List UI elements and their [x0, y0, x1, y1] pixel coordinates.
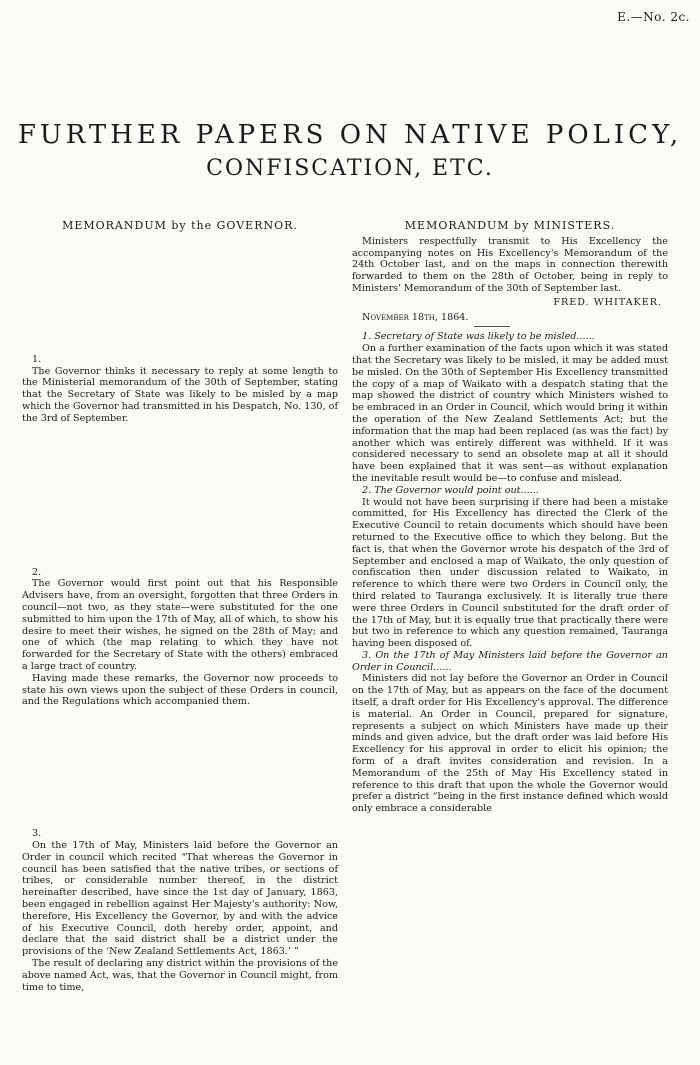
paragraph: It would not have been surprising if there had been a mistake committed, for His Excellency has directed the Clerk of the Executive Council to retain documents which should have been returned to the Executive office to which they belong. But the fact is, that when the Governor wrote his despatch of the 3rd of September and enclosed a map of Waikato, the only question of confiscation then under discussion related to Waikato, in reference to which there were two Orders in Council only, the third related to Tauranga exclusively. It is literally true there were three Orders in Council substituted for the draft order of the 17th of May, but it is equally true that practically there were but two in reference to which any question remained, Tauranga having been disposed of.	[352, 496, 668, 650]
section-heading: 3. On the 17th of May Ministers laid before the Governor an Order in Council......	[352, 649, 668, 673]
document-reference: E.—No. 2c.	[617, 10, 690, 24]
date-line: November 18th, 1864.	[362, 311, 469, 323]
page-title: FURTHER PAPERS ON NATIVE POLICY,	[17, 120, 683, 150]
ministers-memorandum-column	[352, 220, 668, 815]
paragraph: The result of declaring any district within the provisions of the above named Act, was, that the Governor in Council might, from time to time,	[22, 957, 338, 993]
page-subtitle: CONFISCATION, ETC.	[206, 156, 494, 181]
ministers-memorandum-heading: MEMORANDUM by MINISTERS.	[404, 219, 616, 232]
paragraph: The Governor thinks it necessary to reply at some length to the Ministerial memorandum of the 30th of September, stating that the Secretary of State was likely to be misled by a map which the Governor had transmitted in his Despatch, No. 130, of the 3rd of September.	[22, 365, 338, 424]
governor-memorandum-column	[22, 220, 338, 993]
paragraph: Having made these remarks, the Governor now proceeds to state his own views upon the subject of these Orders in council, and the Regulations which accompanied them.	[22, 672, 338, 708]
paragraph: On a further examination of the facts upon which it was stated that the Secretary was likely to be misled, it may be added must be misled. On the 30th of September His Excellency transmitted the copy of a map of Waikato with a despatch stating that the map showed the district of country which Ministers wished to be embraced in an Order in Council, which would bring it within the operation of the New Zealand Settlements Act; but the information that the map had been replaced (as was the fact) by another which was entirely different was withheld. If it was considered necessary to send an obsolete map at all it should have been explained that it was sent—as without explanation the inevitable result would be—to confuse and mislead.	[352, 343, 668, 484]
governor-memorandum-heading: MEMORANDUM by the GOVERNOR.	[62, 219, 298, 232]
divider	[474, 326, 510, 327]
paragraph-number: 1.	[32, 353, 42, 365]
paragraph: The Governor would first point out that his Responsible Advisers have, from an oversight, forgotten that three Orders in council—not two, as they state—were substituted for the one submitted to him upon the 17th of May, all of which, to show his desire to meet their wishes, he signed on the 28th of May; and one of which (the map relating to which they have not forwarded for the Secretary of State with the others) embraced a large tract of country.	[22, 578, 338, 672]
paragraph: Ministers respectfully transmit to His Excellency the accompanying notes on His Excellency's Memorandum of the 24th October last, and on the maps in connection therewith forwarded to them on the 28th of October, being in reply to Ministers' Memorandum of the 30th of September last.	[352, 235, 668, 294]
paragraph-number: 3.	[32, 828, 42, 840]
paragraph: Ministers did not lay before the Governor an Order in Council on the 17th of May, but as appears on the face of the document itself, a draft order for His Excellency's approval. The difference is material. An Order in Council, prepared for signature, represents a subject on which Ministers have made up their minds and given advice, but the draft order was laid before His Excellency for his approval in order to elicit his opinion; the form of a draft invites consideration and revision. In a Memorandum of the 25th of May His Excellency stated in reference to this draft that upon the whole the Governor would prefer a district “being in the first instance defined which would only embrace a considerable	[352, 673, 668, 815]
paragraph: On the 17th of May, Ministers laid before the Governor an Order in council which recited “That whereas the Governor in council has been satisfied that the native tribes, or sections of tribes, or considerable number thereof, in the district hereinafter described, have since the 1st day of January, 1863, been engaged in rebellion against Her Majesty's authority: Now, therefore, His Excellency the Governor, by and with the advice of his Executive Council, doth hereby order, appoint, and declare that the said district shall be a district under the provisions of the ‘New Zealand Settlements Act, 1863.’ ”	[22, 839, 338, 958]
section-heading: 2. The Governor would point out......	[362, 484, 539, 496]
section-heading: 1. Secretary of State was likely to be misled......	[362, 331, 595, 343]
signature: FRED. WHITAKER.	[553, 296, 662, 308]
paragraph-number: 2.	[32, 566, 42, 578]
